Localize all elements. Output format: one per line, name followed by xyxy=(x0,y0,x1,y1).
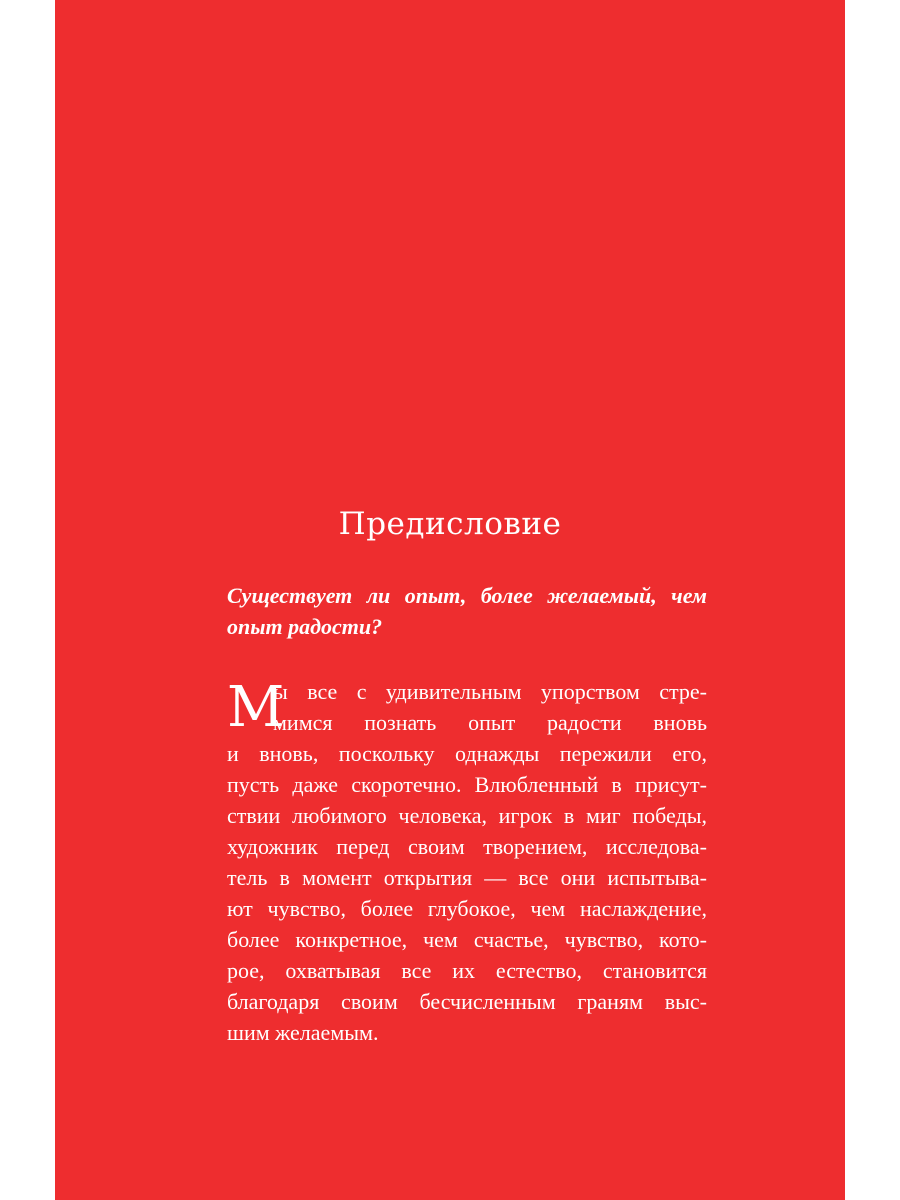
paragraph-line: более конкретное, чем счастье, чувство, кото- xyxy=(227,927,707,952)
paragraph-line: мимся познать опыт радости вновь xyxy=(273,710,707,735)
paragraph-line: ствии любимого человека, игрок в миг победы, xyxy=(227,803,707,828)
body-paragraph xyxy=(227,676,707,1048)
chapter-title: Предисловие xyxy=(338,506,562,542)
paragraph-line: рое, охватывая все их естество, становится xyxy=(227,958,707,983)
epigraph-line: опыт радости? xyxy=(227,614,383,639)
paragraph-line: тель в момент открытия — все они испытыва- xyxy=(227,865,707,890)
paragraph-line: и вновь, поскольку однажды пережили его, xyxy=(227,741,707,766)
book-page xyxy=(55,0,845,1200)
epigraph-line: Существует ли опыт, более желаемый, чем xyxy=(227,583,707,608)
paragraph-line: ют чувство, более глубокое, чем наслаждение, xyxy=(227,896,707,921)
paragraph-line: шим желаемым. xyxy=(227,1020,379,1045)
paragraph-line: благодаря своим бесчисленным граням выс- xyxy=(227,989,707,1014)
drop-cap-letter: М xyxy=(227,675,285,740)
paragraph-line: художник перед своим творением, исследова- xyxy=(227,834,707,859)
paragraph-line-text: ы все с удивительным упорством стре- xyxy=(273,679,707,704)
epigraph xyxy=(227,580,707,642)
paragraph-line: пусть даже скоротечно. Влюбленный в присут- xyxy=(227,772,707,797)
